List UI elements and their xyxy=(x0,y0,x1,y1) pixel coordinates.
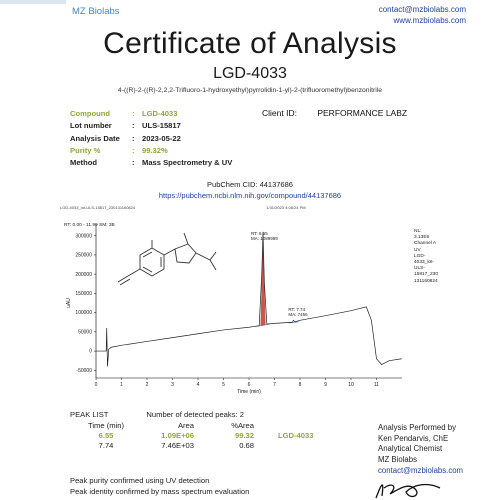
peak-pct: 0.68 xyxy=(239,441,254,450)
peak-area: 7.46E+03 xyxy=(161,441,194,450)
peak-time: 7.74 xyxy=(98,441,114,450)
legend-line: 15817_230 xyxy=(414,272,439,278)
y-tick-label: 250000 xyxy=(75,252,92,259)
lot-label: Lot number xyxy=(70,121,112,131)
uv-trace xyxy=(96,232,402,367)
pubchem-url[interactable]: https://pubchem.ncbi.nlm.nih.gov/compound/44137686 xyxy=(158,190,342,200)
company-logo: MZ Biolabs xyxy=(72,6,120,17)
legend-line: ULS- xyxy=(414,266,425,272)
method-value: Mass Spectrometry & UV xyxy=(142,158,233,168)
colon: : xyxy=(132,158,135,168)
peak-table-header xyxy=(78,421,352,431)
lot-value: ULS-15817 xyxy=(142,121,181,131)
analyst-name: Ken Pendarvis, ChE xyxy=(378,433,449,443)
x-tick-label: 5 xyxy=(222,382,225,388)
colon: : xyxy=(132,121,135,131)
notes-block xyxy=(70,476,249,497)
pubchem-cid-value: 44137686 xyxy=(259,180,293,189)
peak-label: RT: 7.74 xyxy=(288,307,306,313)
peak-count: Number of detected peaks: 2 xyxy=(146,410,244,419)
peak-name xyxy=(254,441,352,451)
analyst-org: MZ Biolabs xyxy=(378,455,417,465)
peak-name: LGD-4033 xyxy=(278,431,314,440)
col-time: Time (min) xyxy=(88,421,124,430)
y-tick-label: 0 xyxy=(89,348,92,355)
peak-area: 1.09E+06 xyxy=(161,431,194,440)
table-row xyxy=(78,441,352,451)
x-tick-label: 10 xyxy=(348,382,354,388)
x-tick-label: 2 xyxy=(145,382,149,388)
chromatogram-datetime: 1/31/2023 4:08:24 PM xyxy=(266,205,306,210)
rt-range-header: RT: 0.00 - 11.99 SM: 3B xyxy=(64,223,115,228)
col-area: Area xyxy=(177,421,194,430)
pubchem-cid-label: PubChem CID: xyxy=(207,180,260,189)
legend-line: UV xyxy=(414,247,421,253)
y-axis-label: uAU xyxy=(66,298,72,308)
document-title: Certificate of Analysis xyxy=(103,27,397,60)
plot-area xyxy=(66,224,402,395)
peak-pct: 99.32 xyxy=(234,431,254,440)
analyst-line: Analysis Performed by xyxy=(378,423,456,432)
note-ms: Peak identity confirmed by mass spectrum evaluation xyxy=(70,486,250,496)
peak-list-title: PEAK LIST xyxy=(70,410,109,419)
colon: : xyxy=(132,145,135,155)
date-label: Analysis Date xyxy=(70,133,120,143)
legend-line: NL: xyxy=(414,229,422,234)
purity-label: Purity % xyxy=(70,145,101,155)
x-tick-label: 7 xyxy=(273,382,276,388)
contact-website[interactable]: www.mzbiolabs.com xyxy=(393,16,466,25)
x-tick-label: 6 xyxy=(247,382,251,388)
peak-table xyxy=(78,421,352,451)
analyst-role: Analytical Chemist xyxy=(378,444,443,454)
col-pct: %Area xyxy=(231,421,254,430)
x-axis-label: Time (min) xyxy=(237,389,261,395)
table-row xyxy=(78,431,352,441)
legend-line: 4033_lot- xyxy=(414,260,435,266)
peak-list-header xyxy=(70,410,244,419)
colon: : xyxy=(132,109,135,118)
y-tick-label: -50000 xyxy=(76,367,92,374)
client-id-value: PERFORMANCE LABZ xyxy=(317,108,408,118)
legend-line: LGD- xyxy=(414,253,426,259)
peak-time: 6.55 xyxy=(98,431,114,440)
x-tick-label: 0 xyxy=(94,382,98,388)
analyst-block xyxy=(378,423,463,477)
x-tick-label: 4 xyxy=(196,382,200,388)
legend-line: 131160824 xyxy=(414,278,438,284)
compound-label: Compound xyxy=(70,109,111,118)
y-tick-label: 300000 xyxy=(75,233,92,240)
peak-area-label: MA: 7456 xyxy=(288,312,308,318)
signature-image xyxy=(370,478,460,500)
analyst-email[interactable]: contact@mzbiolabs.com xyxy=(378,465,464,475)
y-tick-label: 100000 xyxy=(75,310,92,317)
y-tick-label: 50000 xyxy=(78,329,92,336)
x-tick-label: 9 xyxy=(324,382,327,388)
legend-line: Channel A xyxy=(414,241,437,247)
compound-value: LGD-4033 xyxy=(142,109,178,118)
x-tick-label: 11 xyxy=(373,382,380,388)
col-name xyxy=(254,421,352,431)
client-id-label: Client ID: xyxy=(262,108,297,118)
colon: : xyxy=(132,133,135,143)
x-tick-label: 3 xyxy=(171,382,174,388)
compound-heading: LGD-4033 xyxy=(213,65,287,82)
x-tick-label: 1 xyxy=(120,382,123,388)
y-tick-label: 200000 xyxy=(75,271,92,278)
method-label: Method xyxy=(70,158,97,168)
x-tick-label: 8 xyxy=(298,382,302,388)
peak-label: RT: 6.55 xyxy=(251,231,268,236)
peak-area-label: MA: 1089999 xyxy=(251,236,278,241)
purity-value: 99.32% xyxy=(142,145,168,155)
chromatogram-file: LGD-4033_lot-ULS-15817_230131160824 xyxy=(60,205,136,210)
note-uv: Peak purity confirmed using UV detection xyxy=(70,476,210,485)
date-value: 2023-05-22 xyxy=(142,133,181,143)
legend-line: 3.13E5 xyxy=(414,235,430,241)
iupac-name: 4-((R)-2-((R)-2,2,2-Trifluoro-1-hydroxyethyl)pyrrolidin-1-yl)-2-(trifluoromethyl)benzonitrile xyxy=(117,87,383,94)
contact-email[interactable]: contact@mzbiolabs.com xyxy=(378,5,466,14)
molecule-structure xyxy=(118,233,216,285)
y-tick-label: 150000 xyxy=(75,290,92,297)
